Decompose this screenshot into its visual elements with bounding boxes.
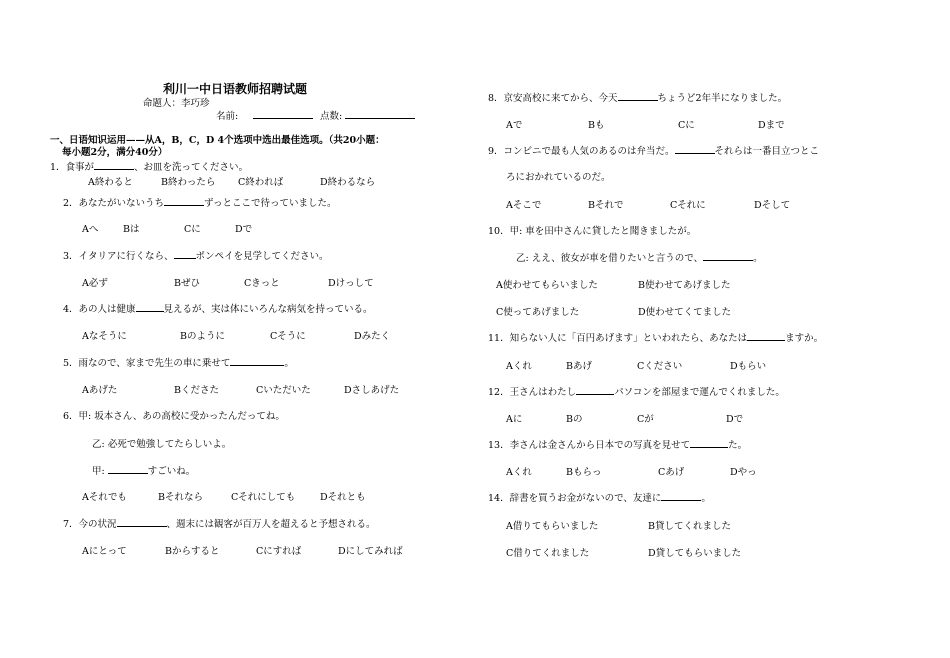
option-b: Bそれで <box>588 200 624 211</box>
question-text: 9．コンビニで最も人気のあるのは弁当だ。 <box>488 146 675 157</box>
option-b: B使わせてあげました <box>638 280 731 291</box>
option-a: Aあげた <box>82 385 118 396</box>
question-text: 12．王さんはわたし <box>488 387 577 398</box>
question-text: 、週末には観客が百万人を超えると予想される。 <box>166 519 376 530</box>
question-10-line2 <box>516 250 763 264</box>
option-a: Aくれ <box>506 361 532 372</box>
answer-blank <box>174 248 196 259</box>
question-10-line1: 10．甲: 車を田中さんに貸したと聞きましたが。 <box>488 226 697 237</box>
score-blank <box>345 108 415 119</box>
option-a: Aで <box>506 120 523 131</box>
question-1 <box>50 159 248 173</box>
option-c: C借りてくれました <box>506 548 590 559</box>
option-b: Bくださた <box>174 385 219 396</box>
answer-blank <box>94 159 134 170</box>
option-d: D使わせてくてました <box>638 307 732 318</box>
option-d: Dまで <box>758 120 785 131</box>
option-a: Aそれでも <box>82 492 127 503</box>
option-b: B貸してくれました <box>648 521 731 532</box>
name-field <box>216 108 313 122</box>
option-c: Cきっと <box>244 278 280 289</box>
question-text: ずっとここで待っていました。 <box>204 198 337 209</box>
score-label: 点数: <box>320 111 343 122</box>
question-3 <box>63 248 329 262</box>
option-c: Cあげ <box>658 467 685 478</box>
answer-blank <box>230 355 284 366</box>
score-field <box>320 108 415 122</box>
option-d: Dけっして <box>328 278 374 289</box>
option-d: Dみたく <box>354 331 391 342</box>
option-a: Aくれ <box>506 467 532 478</box>
option-c: C終われば <box>238 177 284 188</box>
option-a: A終わると <box>88 177 133 188</box>
question-text: 甲: <box>92 466 108 477</box>
option-b: Bは <box>123 224 140 235</box>
question-text: 3．イタリアに行くなら、 <box>63 251 174 262</box>
option-a: A借りてもらいました <box>506 521 599 532</box>
answer-blank <box>136 301 164 312</box>
question-text: 5．雨なので、家まで先生の車に乗せて <box>63 358 231 369</box>
option-a: Aそこで <box>506 200 542 211</box>
question-text: パソコンを部屋まで運んでくれました。 <box>614 387 785 398</box>
option-d: Dさしあげた <box>344 385 400 396</box>
page-title: 利川一中日语教师招聘试题 <box>163 82 308 96</box>
option-b: Bの <box>566 414 583 425</box>
name-blank <box>253 108 313 119</box>
answer-blank <box>117 516 167 527</box>
option-b: Bも <box>588 120 605 131</box>
option-b: Bそれなら <box>158 492 203 503</box>
option-c: Cが <box>637 414 654 425</box>
question-12 <box>488 384 785 398</box>
option-a: Aなそうに <box>82 331 127 342</box>
answer-blank <box>703 250 753 261</box>
option-d: Dで <box>726 414 744 425</box>
answer-blank <box>690 437 728 448</box>
question-11 <box>488 330 823 344</box>
option-a: Aへ <box>82 224 99 235</box>
section-heading-line2: 每小题2分，满分40分） <box>62 147 168 158</box>
answer-blank <box>675 143 715 154</box>
option-a: Aにとって <box>82 546 127 557</box>
question-text: ますか。 <box>785 333 824 344</box>
question-2 <box>63 195 336 209</box>
answer-blank <box>661 490 701 501</box>
question-text: 7．今の状況 <box>63 519 117 530</box>
question-text: 14．辞書を買うお金がないので、友達に <box>488 493 662 504</box>
option-d: Dそして <box>754 200 791 211</box>
question-9 <box>488 143 819 157</box>
option-d: Dにしてみれば <box>338 546 403 557</box>
question-13 <box>488 437 747 451</box>
question-text: すごいね。 <box>147 466 196 477</box>
answer-blank <box>618 90 658 101</box>
question-7 <box>63 516 376 530</box>
option-c: Cください <box>637 361 683 372</box>
question-text: 。 <box>753 253 763 264</box>
option-c: Cに <box>678 120 695 131</box>
question-text: ポンペイを見学してください。 <box>195 251 329 262</box>
question-text: 11．知らない人に「百円あげます」といわれたら、あなたは <box>488 333 748 344</box>
option-d: Dもらい <box>730 361 767 372</box>
option-d: Dで <box>235 224 253 235</box>
question-text: 1．食事が <box>50 162 95 173</box>
option-b: Bぜひ <box>174 278 200 289</box>
question-text: 。 <box>284 358 294 369</box>
option-d: D貸してもらいました <box>648 548 742 559</box>
option-a: A使わせてもらいました <box>496 280 598 291</box>
question-text: 。 <box>701 493 711 504</box>
question-text: それらは一番目立つとこ <box>714 146 820 157</box>
question-6-line3 <box>92 463 195 477</box>
question-9-line2: ろにおかれているのだ。 <box>506 172 611 183</box>
option-b: Bあげ <box>566 361 592 372</box>
answer-blank <box>576 384 614 395</box>
question-text: ちょうど2年半になりました。 <box>657 93 788 104</box>
question-text: 乙: ええ、彼女が車を借りたいと言うので、 <box>516 253 704 264</box>
question-6-line2: 乙: 必死で勉強してたらしいよ。 <box>92 439 232 450</box>
answer-blank <box>108 463 148 474</box>
question-14 <box>488 490 711 504</box>
question-5 <box>63 355 294 369</box>
answer-blank <box>747 330 785 341</box>
question-text: 8．京安高校に来てから、今天 <box>488 93 618 104</box>
option-b: Bもらっ <box>566 467 602 478</box>
section-heading-line1: 一、日语知识运用——从A，B，C，D 4个选项中选出最佳选项。（共20小题： <box>50 135 385 146</box>
name-label: 名前: <box>216 111 239 122</box>
option-c: Cにすれば <box>256 546 302 557</box>
option-c: Cそれに <box>670 200 706 211</box>
question-text: 見えるが、実は体にいろんな病気を持っている。 <box>163 304 373 315</box>
author-line: 命题人：李巧珍 <box>143 98 210 109</box>
option-d: Dそれとも <box>320 492 366 503</box>
question-6-line1: 6．甲: 坂本さん、あの高校に受かったんだってね。 <box>63 411 285 422</box>
option-d: Dやっ <box>730 467 757 478</box>
option-c: Cそれにしても <box>231 492 296 503</box>
option-b: Bのように <box>180 331 225 342</box>
option-a: A必ず <box>82 278 108 289</box>
question-text: 4．あの人は健康 <box>63 304 136 315</box>
question-4 <box>63 301 373 315</box>
option-b: B終わったら <box>161 177 216 188</box>
option-c: Cいただいた <box>256 385 311 396</box>
option-c: Cそうに <box>270 331 306 342</box>
option-c: C使ってあげました <box>496 307 580 318</box>
option-c: Cに <box>184 224 201 235</box>
question-8 <box>488 90 787 104</box>
question-text: 2．あなたがいないうち <box>63 198 165 209</box>
question-text: た。 <box>728 440 748 451</box>
option-a: Aに <box>506 414 523 425</box>
answer-blank <box>164 195 204 206</box>
question-text: 、お皿を洗ってください。 <box>134 162 249 173</box>
option-d: D終わるなら <box>320 177 376 188</box>
question-text: 13．李さんは金さんから日本での写真を見せて <box>488 440 691 451</box>
option-b: Bからすると <box>165 546 220 557</box>
